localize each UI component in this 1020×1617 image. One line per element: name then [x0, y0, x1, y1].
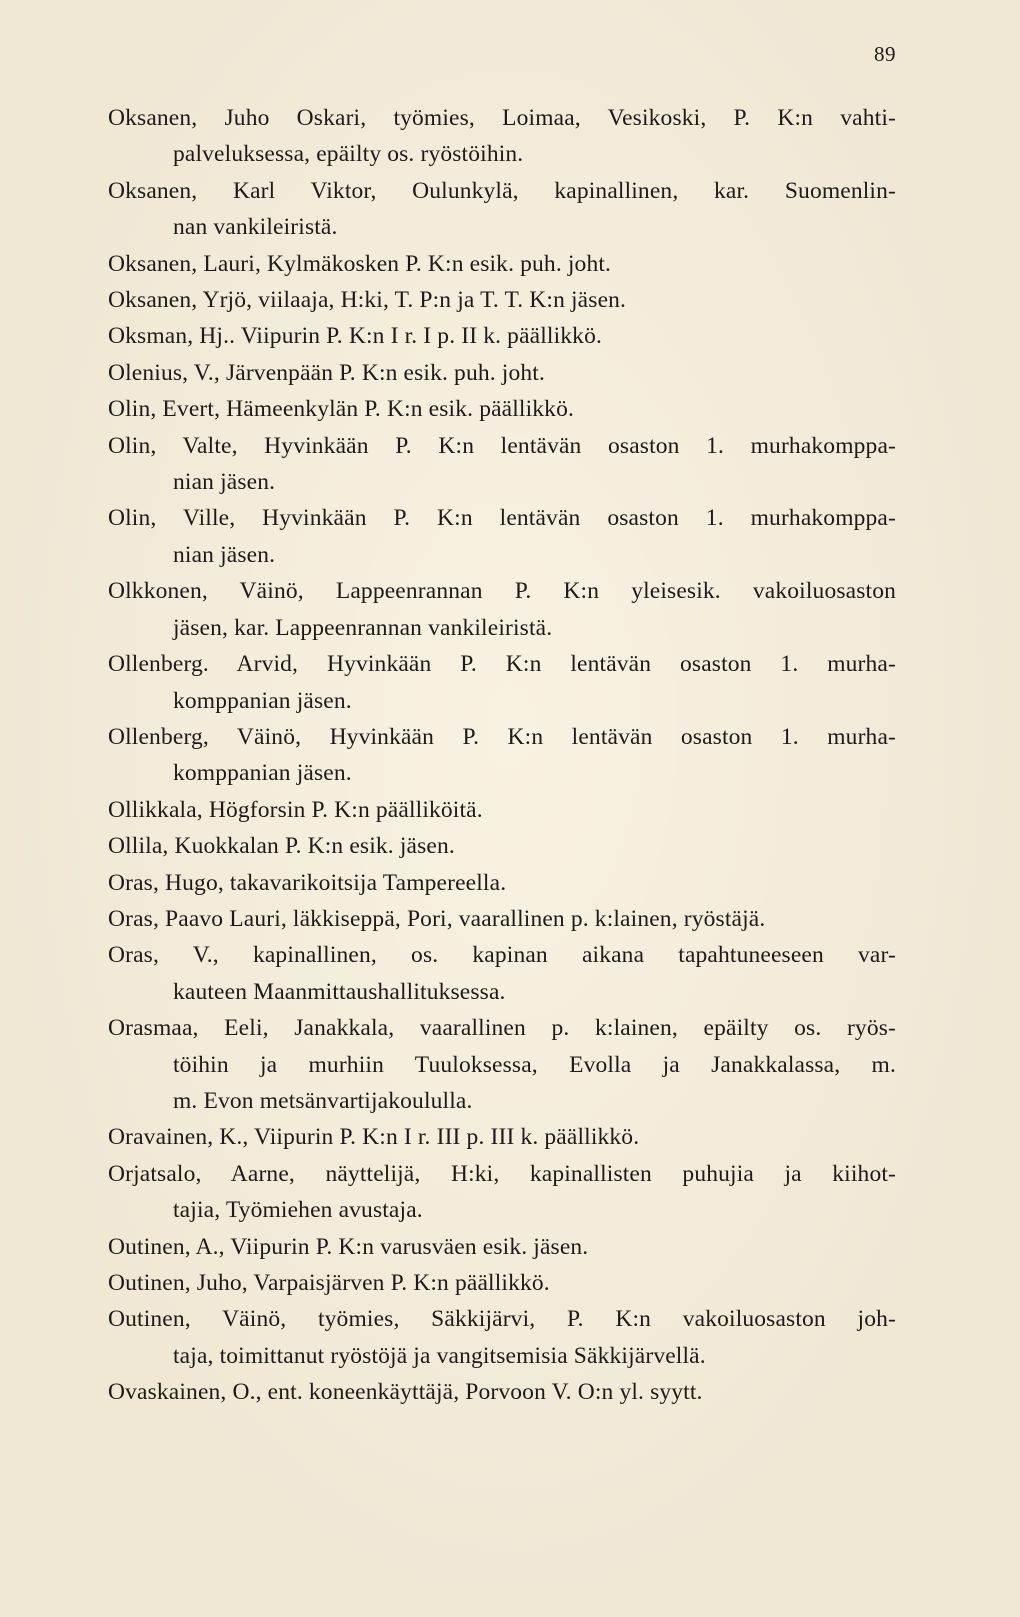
register-entry: [108, 792, 896, 828]
entry-continuation-line: jäsen, kar. Lappeenrannan vankileiristä.: [173, 614, 553, 641]
entry-continuation-line: nan vankileiristä.: [173, 214, 338, 241]
entry-continuation-line: tajia, Työmiehen avustaja.: [173, 1197, 423, 1224]
register-entry: [108, 391, 896, 427]
entry-continuation-line: komppanian jäsen.: [173, 760, 352, 787]
page-number: 89: [874, 42, 896, 66]
entry-continuation-line: nian jäsen.: [173, 469, 276, 496]
register-entry: [108, 318, 896, 354]
entry-line: Outinen, Väinö, työmies, Säkkijärvi, P. K:n vakoiluosaston joh-: [108, 1306, 896, 1333]
entry-line: Outinen, Juho, Varpaisjärven P. K:n päällikkö.: [108, 1270, 550, 1296]
entry-line: Oras, V., kapinallinen, os. kapinan aikana tapahtuneeseen var-: [108, 942, 896, 969]
entry-line: Oras, Paavo Lauri, läkkiseppä, Pori, vaarallinen p. k:lainen, ryöstäjä.: [108, 905, 766, 932]
register-entry: [108, 719, 896, 792]
entry-line: Oksanen, Karl Viktor, Oulunkylä, kapinallinen, kar. Suomenlin-: [108, 177, 896, 204]
entry-list: [108, 100, 896, 1411]
register-entry: [108, 246, 896, 282]
entry-line: Orjatsalo, Aarne, näyttelijä, H:ki, kapinallisten puhujia ja kiihot-: [108, 1160, 896, 1187]
entry-line: Olin, Ville, Hyvinkään P. K:n lentävän osaston 1. murhakomppa-: [108, 505, 896, 532]
register-entry: [108, 1010, 896, 1119]
register-entry: [108, 1301, 896, 1374]
register-entry: [108, 428, 896, 501]
entry-line: Outinen, A., Viipurin P. K:n varusväen esik. jäsen.: [108, 1233, 589, 1260]
register-entry: [108, 1374, 896, 1410]
entry-continuation-line: palveluksessa, epäilty os. ryöstöihin.: [173, 141, 524, 168]
entry-line: Orasmaa, Eeli, Janakkala, vaarallinen p. k:lainen, epäilty os. ryös-: [108, 1015, 896, 1042]
register-entry: [108, 1119, 896, 1155]
entry-line: Oras, Hugo, takavarikoitsija Tampereella.: [108, 869, 507, 896]
entry-continuation-line: m. Evon metsänvartijakoululla.: [173, 1087, 473, 1114]
entry-line: Ovaskainen, O., ent. koneenkäyttäjä, Porvoon V. O:n yl. syytt.: [108, 1379, 703, 1406]
entry-line: Olenius, V., Järvenpään P. K:n esik. puh. joht.: [108, 359, 545, 386]
entry-line: Ollikkala, Högforsin P. K:n päälliköitä.: [108, 796, 483, 823]
entry-line: Oravainen, K., Viipurin P. K:n I r. III p. III k. päällikkö.: [108, 1124, 640, 1151]
register-entry: [108, 355, 896, 391]
register-entry: [108, 1265, 896, 1301]
entry-line: Oksanen, Juho Oskari, työmies, Loimaa, Vesikoski, P. K:n vahti-: [108, 105, 896, 131]
register-entry: [108, 1229, 896, 1265]
register-entry: [108, 573, 896, 646]
entry-line: Ollenberg, Väinö, Hyvinkään P. K:n lentävän osaston 1. murha-: [108, 723, 896, 750]
register-entry: [108, 901, 896, 937]
register-entry: [108, 937, 896, 1010]
entry-continuation-line: nian jäsen.: [173, 541, 276, 568]
entry-line: Olkkonen, Väinö, Lappeenrannan P. K:n yleisesik. vakoiluosaston: [108, 578, 896, 605]
register-entry: [108, 828, 896, 864]
entry-continuation-line: komppanian jäsen.: [173, 687, 352, 714]
entry-line: Ollenberg. Arvid, Hyvinkään P. K:n lentävän osaston 1. murha-: [108, 651, 896, 678]
entry-continuation-line: kauteen Maanmittaushallituksessa.: [173, 978, 506, 1005]
entry-continuation-line: töihin ja murhiin Tuuloksessa, Evolla ja Janakkalassa, m.: [173, 1051, 896, 1078]
register-entry: [108, 282, 896, 318]
register-entry: [108, 865, 896, 901]
register-entry: [108, 500, 896, 573]
entry-line: Olin, Evert, Hämeenkylän P. K:n esik. päällikkö.: [108, 396, 575, 423]
register-entry: [108, 646, 896, 719]
register-entry: [108, 1156, 896, 1229]
entry-line: Oksanen, Yrjö, viilaaja, H:ki, T. P:n ja T. T. K:n jäsen.: [108, 287, 627, 314]
entry-line: Oksanen, Lauri, Kylmäkosken P. K:n esik. puh. joht.: [108, 250, 612, 277]
entry-continuation-line: taja, toimittanut ryöstöjä ja vangitsemisia Säkkijärvellä.: [173, 1342, 706, 1369]
register-entry: [108, 100, 896, 173]
entry-line: Olin, Valte, Hyvinkään P. K:n lentävän osaston 1. murhakomppa-: [108, 432, 896, 459]
entry-line: Oksman, Hj.. Viipurin P. K:n I r. I p. II k. päällikkö.: [108, 323, 602, 350]
register-entry: [108, 173, 896, 246]
entry-line: Ollila, Kuokkalan P. K:n esik. jäsen.: [108, 833, 455, 860]
